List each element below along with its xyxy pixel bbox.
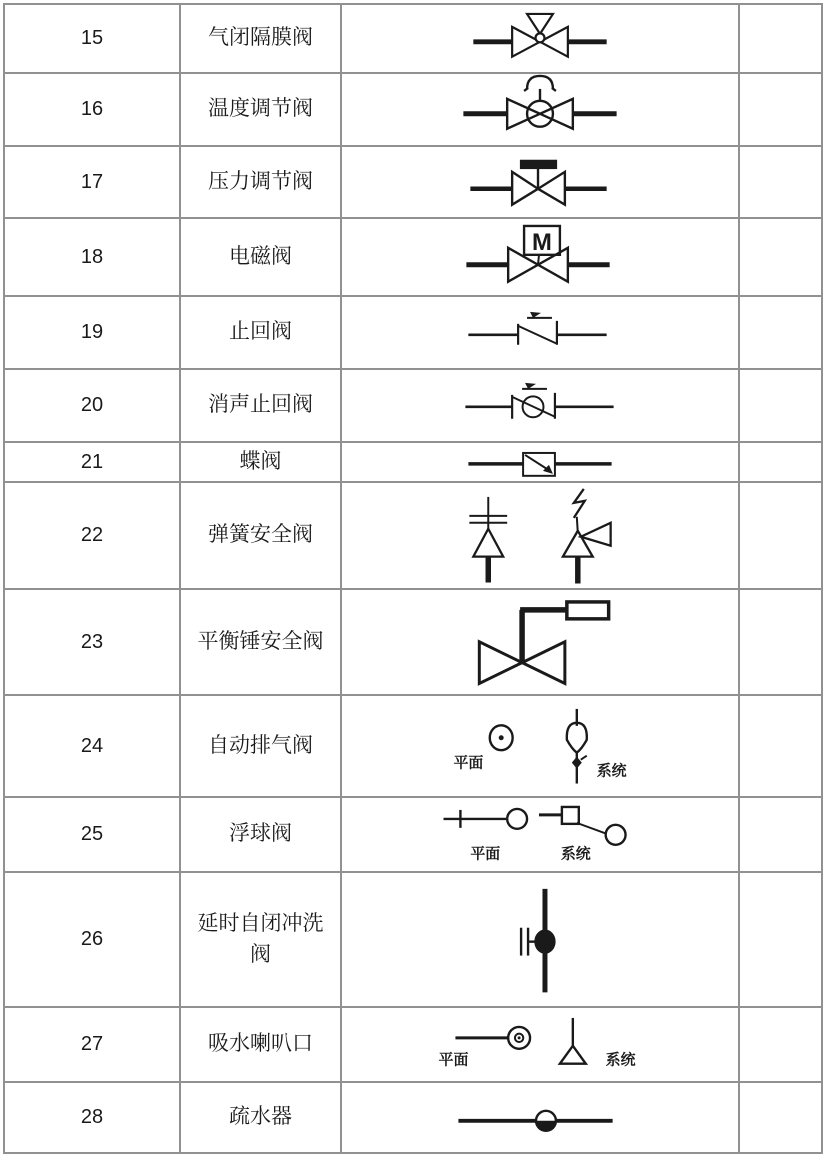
table-row bbox=[5, 798, 821, 873]
symbol-cell bbox=[342, 297, 740, 368]
symbol-cell bbox=[342, 696, 740, 796]
valve-name: 浮球阀 bbox=[181, 798, 342, 871]
notes-cell bbox=[740, 1008, 821, 1081]
symbol-cell bbox=[342, 1008, 740, 1081]
valve-name: 弹簧安全阀 bbox=[181, 483, 342, 588]
row-number: 16 bbox=[5, 74, 181, 145]
symbol-cell bbox=[342, 590, 740, 694]
table-row bbox=[5, 590, 821, 696]
delayed-self-closing-flush-valve-icon bbox=[342, 873, 738, 1005]
row-number: 23 bbox=[5, 590, 181, 694]
valve-name: 电磁阀 bbox=[181, 219, 342, 295]
row-number: 19 bbox=[5, 297, 181, 368]
row-number: 28 bbox=[5, 1083, 181, 1152]
system-view-label: 系统 bbox=[596, 762, 627, 780]
counterweight-safety-valve-icon bbox=[342, 590, 738, 693]
row-number: 15 bbox=[5, 5, 181, 72]
plan-view-label: 平面 bbox=[453, 754, 484, 772]
valve-name: 止回阀 bbox=[181, 297, 342, 368]
plan-view-label: 平面 bbox=[438, 1051, 469, 1069]
valve-name: 蝶阀 bbox=[181, 443, 342, 481]
temperature-regulating-valve-icon bbox=[342, 74, 738, 145]
symbol-cell bbox=[342, 443, 740, 481]
valve-name: 压力调节阀 bbox=[181, 147, 342, 217]
notes-cell bbox=[740, 590, 821, 694]
solenoid-m-letter: M bbox=[532, 229, 552, 257]
row-number: 24 bbox=[5, 696, 181, 796]
table-row bbox=[5, 1083, 821, 1152]
valve-legend-table bbox=[3, 3, 823, 1154]
row-number: 27 bbox=[5, 1008, 181, 1081]
pressure-regulating-valve-icon bbox=[342, 147, 738, 217]
table-row bbox=[5, 443, 821, 483]
notes-cell bbox=[740, 696, 821, 796]
table-row bbox=[5, 5, 821, 74]
float-ball-valve-icon bbox=[342, 798, 738, 871]
symbol-cell bbox=[342, 483, 740, 588]
row-number: 22 bbox=[5, 483, 181, 588]
notes-cell bbox=[740, 798, 821, 871]
solenoid-valve-icon bbox=[342, 219, 738, 295]
notes-cell bbox=[740, 370, 821, 441]
valve-name: 自动排气阀 bbox=[181, 696, 342, 796]
row-number: 26 bbox=[5, 873, 181, 1006]
row-number: 18 bbox=[5, 219, 181, 295]
table-row bbox=[5, 219, 821, 297]
notes-cell bbox=[740, 1083, 821, 1152]
notes-cell bbox=[740, 5, 821, 72]
silent-check-valve-icon bbox=[342, 370, 738, 441]
symbol-cell bbox=[342, 5, 740, 72]
table-row bbox=[5, 74, 821, 147]
valve-name: 平衡锤安全阀 bbox=[181, 590, 342, 694]
check-valve-icon bbox=[342, 297, 738, 368]
valve-name: 吸水喇叭口 bbox=[181, 1008, 342, 1081]
notes-cell bbox=[740, 873, 821, 1006]
row-number: 25 bbox=[5, 798, 181, 871]
row-number: 20 bbox=[5, 370, 181, 441]
plan-view-label: 平面 bbox=[470, 845, 501, 863]
butterfly-valve-icon bbox=[342, 443, 738, 481]
table-row bbox=[5, 1008, 821, 1083]
notes-cell bbox=[740, 297, 821, 368]
valve-name: 温度调节阀 bbox=[181, 74, 342, 145]
system-view-label: 系统 bbox=[605, 1051, 636, 1069]
symbol-cell bbox=[342, 219, 740, 295]
system-view-label: 系统 bbox=[560, 845, 591, 863]
symbol-cell bbox=[342, 1083, 740, 1152]
notes-cell bbox=[740, 74, 821, 145]
table-row bbox=[5, 370, 821, 443]
steam-trap-icon bbox=[342, 1084, 738, 1151]
notes-cell bbox=[740, 443, 821, 481]
symbol-cell bbox=[342, 147, 740, 217]
notes-cell bbox=[740, 147, 821, 217]
table-row bbox=[5, 873, 821, 1008]
row-number: 21 bbox=[5, 443, 181, 481]
table-row bbox=[5, 147, 821, 219]
symbol-cell bbox=[342, 74, 740, 145]
air-closed-diaphragm-valve-icon bbox=[342, 5, 738, 72]
notes-cell bbox=[740, 483, 821, 588]
suction-bell-mouth-icon bbox=[342, 1008, 738, 1081]
symbol-cell bbox=[342, 873, 740, 1006]
notes-cell bbox=[740, 219, 821, 295]
valve-name: 气闭隔膜阀 bbox=[181, 5, 342, 72]
valve-name: 疏水器 bbox=[181, 1083, 342, 1152]
row-number: 17 bbox=[5, 147, 181, 217]
table-row bbox=[5, 696, 821, 798]
symbol-cell bbox=[342, 370, 740, 441]
automatic-air-vent-valve-icon bbox=[342, 696, 738, 795]
table-row bbox=[5, 483, 821, 590]
table-row bbox=[5, 297, 821, 370]
symbol-cell bbox=[342, 798, 740, 871]
valve-name: 延时自闭冲洗阀 bbox=[181, 873, 342, 1006]
spring-safety-valve-icon bbox=[342, 483, 738, 587]
valve-name: 消声止回阀 bbox=[181, 370, 342, 441]
